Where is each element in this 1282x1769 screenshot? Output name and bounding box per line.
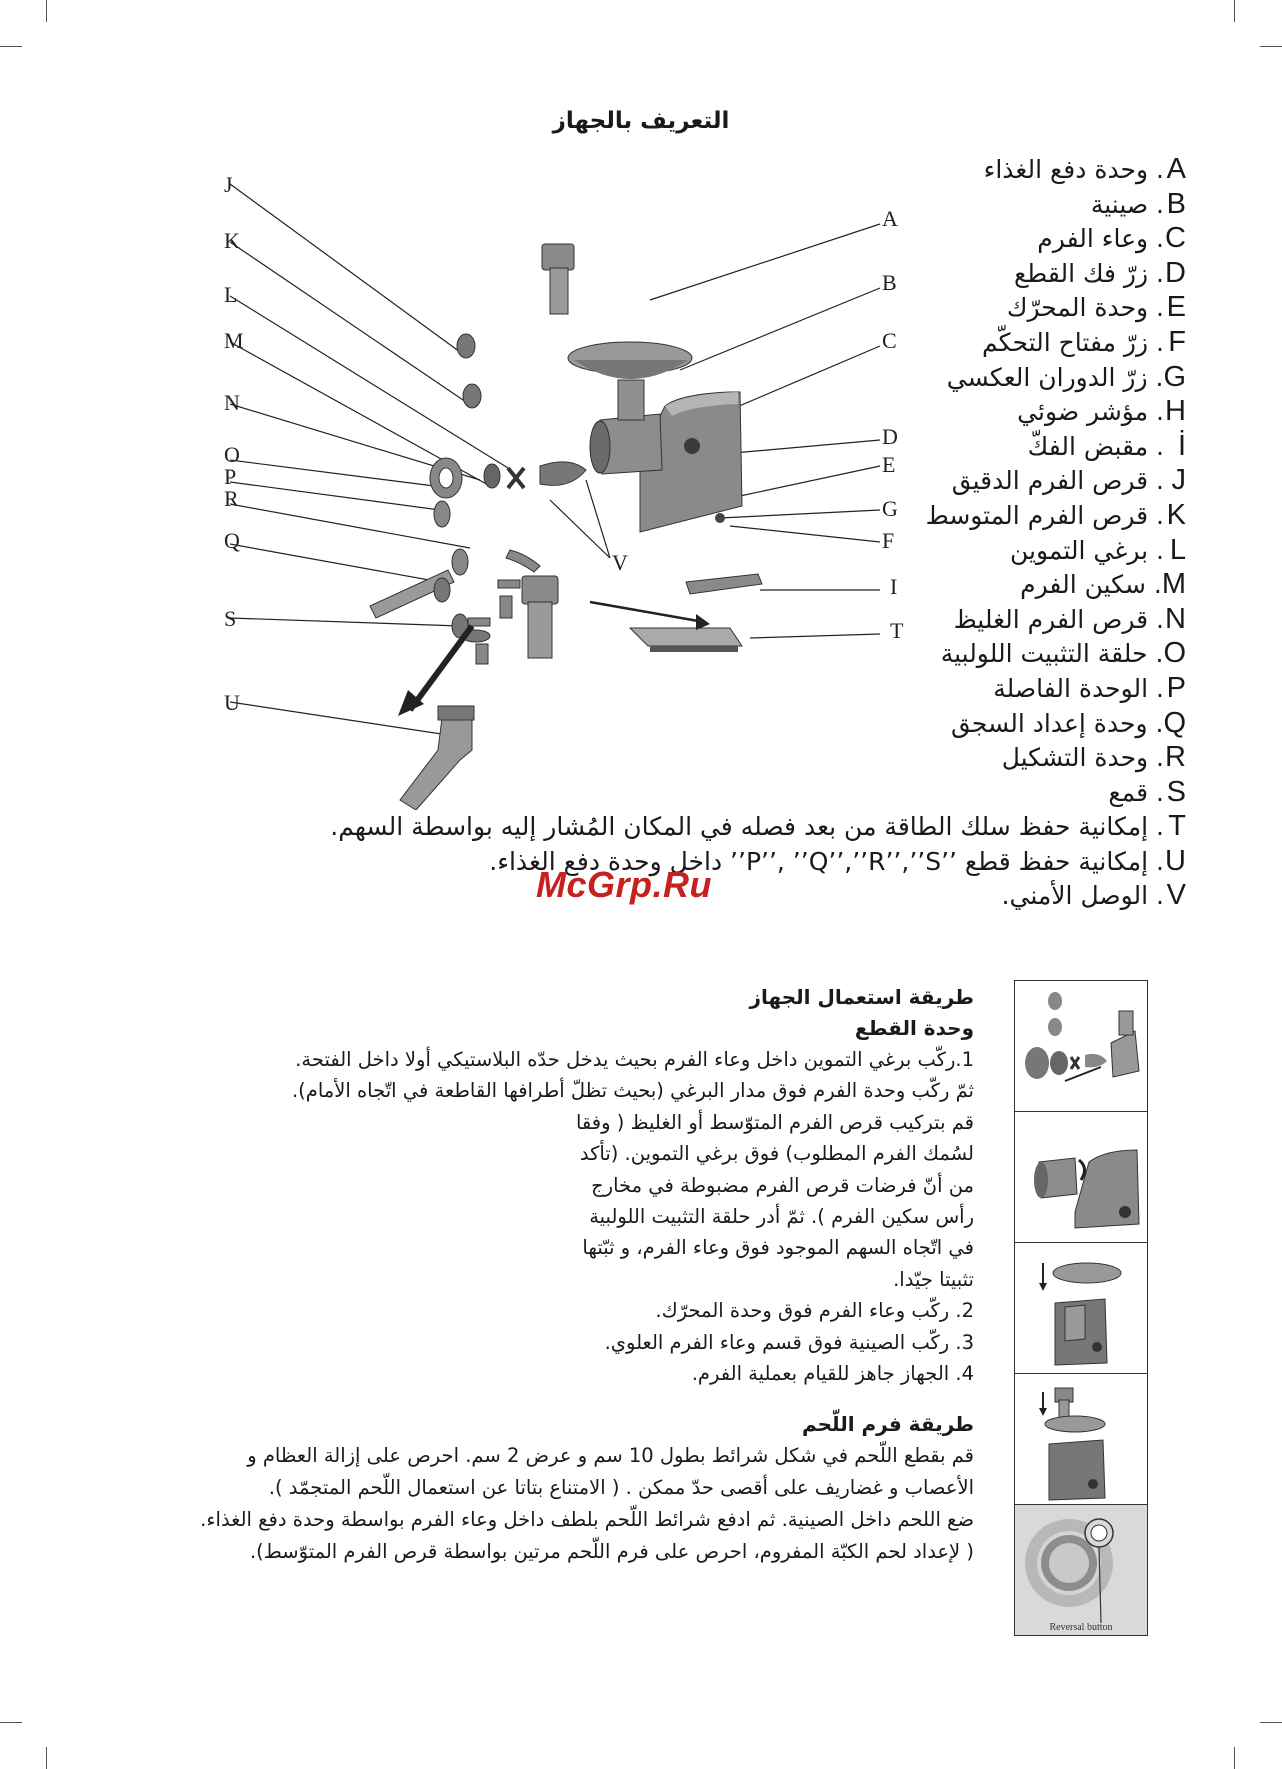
diagram-label: A (882, 206, 898, 231)
diagram-label: O (224, 442, 240, 467)
crop-mark (1260, 46, 1282, 47)
usage-line: من أنّ فرضات قرص الفرم مضبوطة في مخارج (591, 1173, 974, 1197)
reversal-button-caption: Reversal button (1049, 1622, 1113, 1633)
parts-list-item: H. مؤشر ضوئي (1017, 395, 1186, 428)
crop-mark (1234, 1747, 1235, 1769)
crop-mark (0, 1722, 22, 1723)
usage-heading: طريقة استعمال الجهاز (749, 985, 974, 1009)
usage-line: ثمّ ركّب وحدة الفرم فوق مدار البرغي (بحيث تظلّ أطرافها القاطعة في اتّجاه الأمام). (291, 1079, 974, 1103)
parts-list-item: A. وحدة دفع الغذاء (983, 153, 1186, 185)
mincing-heading: طريقة فرم اللّحم (801, 1412, 974, 1437)
diagram-label: E (882, 452, 896, 477)
parts-list (326, 152, 1186, 913)
diagram-label: B (882, 270, 897, 295)
parts-list-item: B. صينية (1090, 187, 1186, 220)
crop-mark (0, 46, 22, 47)
parts-list-item: M. سكين الفرم (1020, 568, 1186, 601)
diagram-label: T (890, 618, 904, 643)
parts-list-item: E. وحدة المحرّك (1006, 291, 1186, 324)
mincing-line: قم بقطع اللّحم في شكل شرائط بطول 10 سم و عرض 2 سم. احرص على إزالة العظام و (247, 1444, 974, 1468)
step-illustration (1015, 1112, 1147, 1243)
step-illustration (1015, 1243, 1147, 1374)
crop-mark (1260, 1722, 1282, 1723)
step-illustration (1015, 1374, 1147, 1505)
cutting-unit-heading: وحدة القطع (854, 1016, 974, 1040)
parts-list-item: J. قرص الفرم الدقيق (951, 464, 1186, 497)
diagram-label: F (882, 528, 895, 553)
diagram-label: C (882, 328, 897, 353)
diagram-label: S (224, 606, 237, 631)
parts-list-item: V. الوصل الأمني. (1001, 879, 1186, 912)
diagram-label: V (612, 550, 628, 575)
diagram-label: N (224, 390, 240, 415)
parts-list-item: U. إمكانية حفظ قطع ’’P’’, ’’Q’’,’’R’’,’’S’’ داخل وحدة دفع الغذاء. (489, 844, 1186, 877)
parts-list-item: K. قرص الفرم المتوسط (925, 498, 1186, 531)
parts-list-item: T. إمكانية حفظ سلك الطاقة من بعد فصله في المكان المُشار إليه بواسطة السهم. (330, 810, 1186, 843)
diagram-label: U (224, 690, 240, 715)
crop-mark (46, 1747, 47, 1769)
crop-mark (1234, 0, 1235, 22)
diagram-label: R (224, 486, 239, 511)
parts-list-item: C. وعاء الفرم (1037, 222, 1186, 255)
mincing-line: الأعصاب و غضاريف على أقصى حدّ ممكن . ( الامتناع بتاتا عن استعمال اللّحم المتجمّد ). (268, 1476, 974, 1500)
parts-list-item: P. الوحدة الفاصلة (993, 671, 1186, 704)
usage-line: في اتّجاه السهم الموجود فوق وعاء الفرم، و ثبّتها (582, 1236, 974, 1260)
usage-line: 3. ركّب الصينية فوق قسم وعاء الفرم العلوي. (604, 1330, 974, 1354)
parts-list-item: İ. مقبض الفكّ (1027, 429, 1186, 462)
watermark: McGrp.Ru (536, 864, 713, 905)
mincing-line: ( لإعداد لحم الكبّة المفروم، احرص على فرم اللّحم مرتين بواسطة قرص الفرم المتوّسط). (249, 1540, 974, 1564)
usage-line: 1.ركّب برغي التموين داخل وعاء الفرم بحيث يدخل حدّه البلاستيكي أولا داخل الفتحة. (295, 1048, 974, 1071)
diagram-label: I (890, 574, 898, 599)
parts-list-item: N. قرص الفرم الغليظ (953, 602, 1186, 635)
usage-line: تثبيتا جيّدا. (893, 1267, 974, 1291)
mincing-line: ضع اللحم داخل الصينية. ثم ادفع شرائط اللّحم بلطف داخل وعاء الفرم بواسطة وحدة دفع الغذاء. (200, 1508, 974, 1532)
crop-mark (46, 0, 47, 22)
diagram-label: J (224, 172, 233, 197)
step-illustration (1015, 981, 1147, 1112)
parts-list-item: Q. وحدة إعداد السجق (950, 706, 1186, 739)
usage-section (114, 982, 974, 1568)
page-title: التعريف بالجهاز (552, 108, 730, 134)
parts-list-item: G. زرّ الدوران العكسي (946, 360, 1186, 393)
usage-line: قم بتركيب قرص الفرم المتوّسط أو الغليظ ( وفقا (575, 1110, 974, 1134)
diagram-label: D (882, 424, 898, 449)
parts-list-item: L. برغي التموين (1010, 533, 1186, 566)
diagram-label: K (224, 228, 240, 253)
usage-line: لسُمك الفرم المطلوب) فوق برغي التموين. (تأكد (579, 1142, 974, 1166)
step-illustrations (1014, 980, 1148, 1636)
diagram-label: L (224, 282, 238, 307)
parts-list-item: D. زرّ فك القطع (1014, 256, 1186, 289)
usage-line: رأس سكين الفرم ). ثمّ أدر حلقة التثبيت اللولبية (589, 1204, 974, 1228)
diagram-label: M (224, 328, 244, 353)
parts-list-item: S. قمع (1108, 775, 1186, 808)
diagram-label: P (224, 464, 237, 489)
usage-line: 4. الجهاز جاهز للقيام بعملية الفرم. (691, 1361, 974, 1385)
parts-list-item: R. وحدة التشكيل (1001, 741, 1186, 774)
mincing-section (114, 1409, 974, 1568)
diagram-label: G (882, 496, 898, 521)
parts-list-item: O. حلقة التثبيت اللولبية (940, 637, 1186, 670)
reversal-illustration (1015, 1505, 1147, 1635)
usage-line: 2. ركّب وعاء الفرم فوق وحدة المحرّك. (655, 1299, 974, 1323)
diagram-label: Q (224, 528, 240, 553)
parts-list-item: F. زرّ مفتاح التحكّم (982, 325, 1186, 358)
